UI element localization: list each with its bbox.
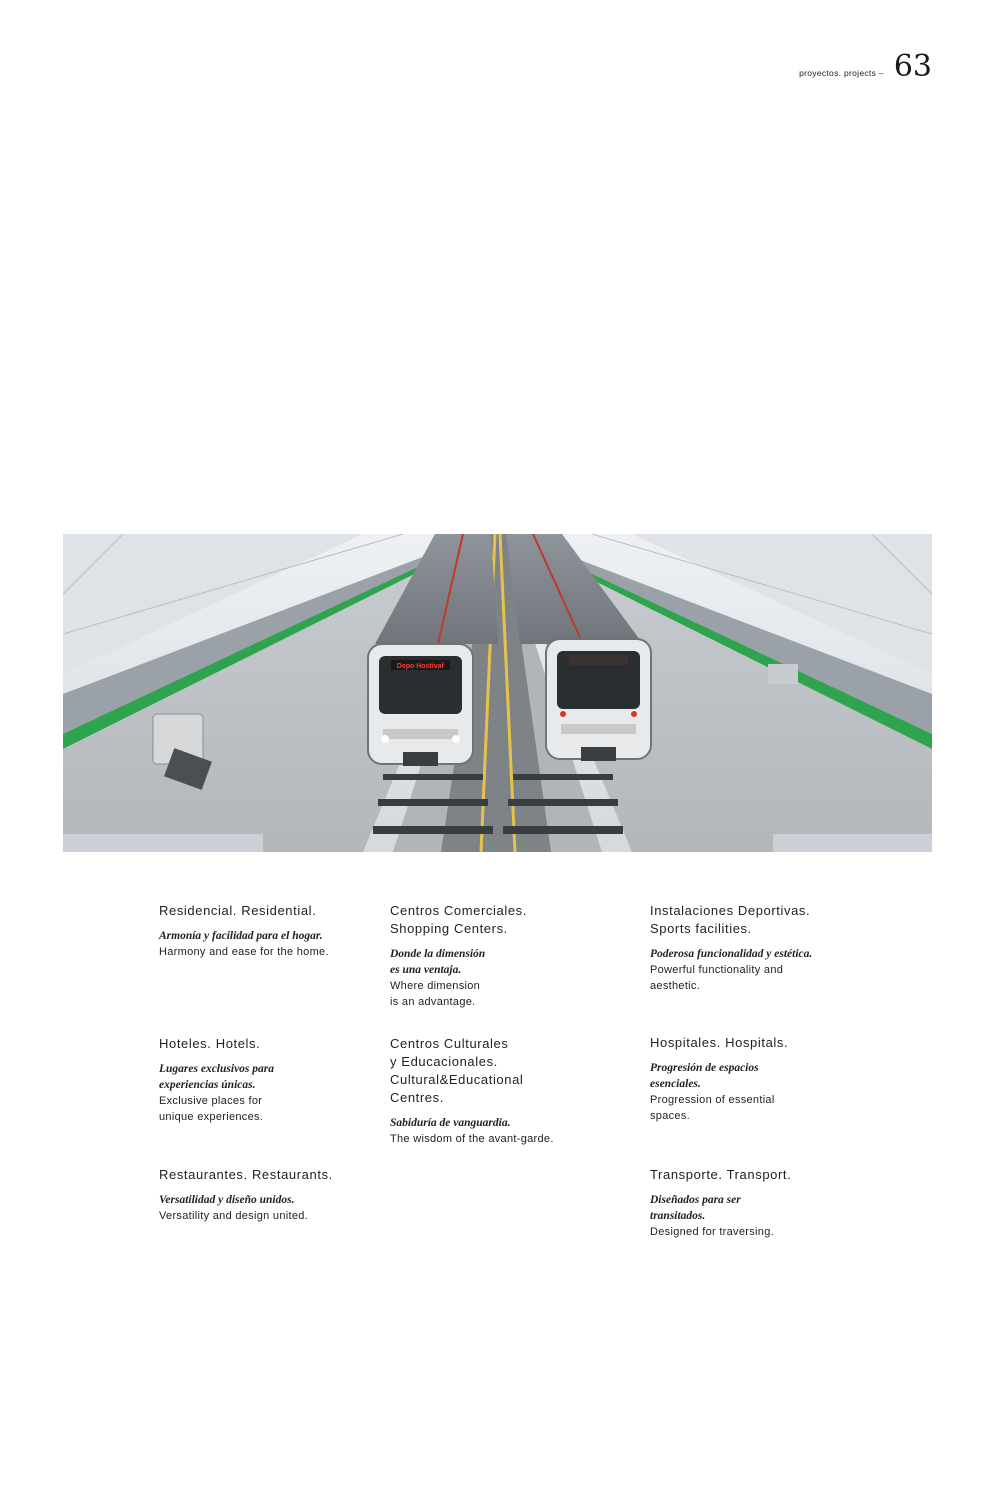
category-description: Versatility and design united. — [159, 1210, 309, 1222]
category-description: Progression of essential spaces. — [650, 1094, 775, 1122]
category-tagline: Poderosa funcionalidad y estética. — [650, 948, 813, 960]
category-description: Where dimension is an advantage. — [390, 980, 481, 1008]
category-tagline: Armonía y facilidad para el hogar. — [159, 930, 323, 942]
category-tagline: Versatilidad y diseño unidos. — [159, 1194, 295, 1206]
category-description: Powerful functionality and aesthetic. — [650, 964, 784, 992]
category-shopping-centers — [390, 902, 630, 1010]
category-restaurants — [159, 1166, 399, 1224]
category-description: Harmony and ease for the home. — [159, 946, 329, 958]
category-description: The wisdom of the avant-garde. — [390, 1133, 554, 1145]
category-title: Residencial. Residential. — [159, 903, 317, 918]
category-tagline: Sabiduría de vanguardia. — [390, 1117, 511, 1129]
category-hospitals — [650, 1034, 890, 1124]
page-number: 63 — [893, 49, 932, 84]
category-title: Centros Comerciales. Shopping Centers. — [390, 903, 527, 936]
category-hotels — [159, 1035, 399, 1125]
category-sports-facilities — [650, 902, 890, 994]
category-cultural-educational — [390, 1035, 630, 1147]
category-description: Exclusive places for unique experiences. — [159, 1095, 264, 1123]
category-residential — [159, 902, 399, 960]
category-tagline: Donde la dimensión es una ventaja. — [390, 948, 486, 976]
category-title: Restaurantes. Restaurants. — [159, 1167, 333, 1182]
page-header — [799, 49, 932, 84]
train-destination-sign: Depo Hostivař — [396, 663, 445, 670]
category-transport — [650, 1166, 890, 1240]
category-title: Transporte. Transport. — [650, 1167, 792, 1182]
section-label: proyectos. projects – — [799, 68, 884, 78]
metro-illustration — [63, 534, 932, 852]
category-tagline: Diseñados para ser transitados. — [650, 1194, 741, 1222]
category-title: Instalaciones Deportivas. Sports facilities. — [650, 903, 811, 936]
category-title: Hospitales. Hospitals. — [650, 1035, 789, 1050]
category-tagline: Progresión de espacios esenciales. — [650, 1062, 759, 1090]
category-description: Designed for traversing. — [650, 1226, 774, 1238]
metro-station-photo — [63, 534, 932, 852]
category-title: Hoteles. Hotels. — [159, 1036, 261, 1051]
category-title: Centros Culturales y Educacionales. Cultural&Educational Centres. — [390, 1036, 524, 1105]
category-tagline: Lugares exclusivos para experiencias únicas. — [159, 1063, 274, 1091]
